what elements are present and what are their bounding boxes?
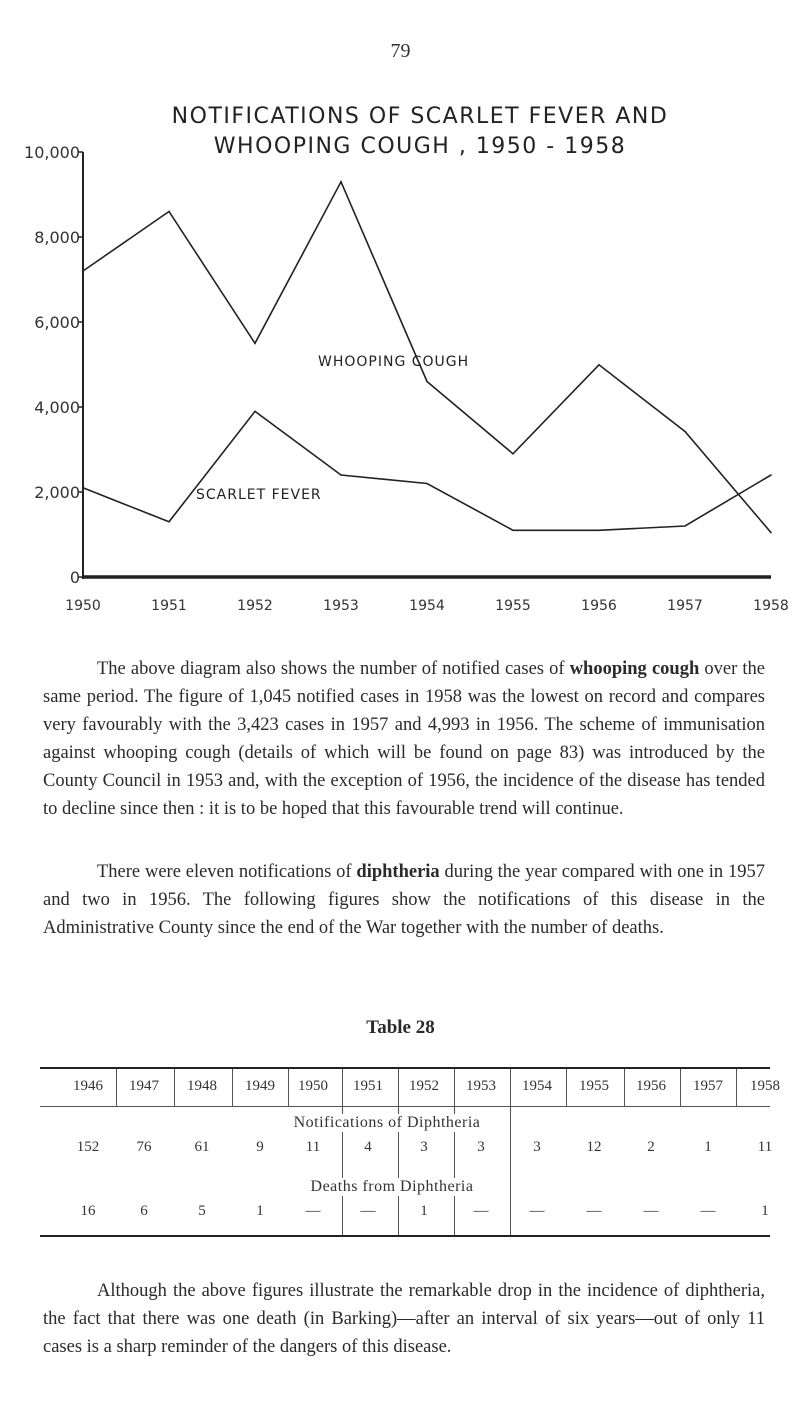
deaths-cell: — [700, 1203, 716, 1219]
notifications-cell: 1 [704, 1139, 712, 1155]
data-point [254, 410, 256, 412]
y-tick-label: 10,000 [24, 143, 80, 162]
notifications-cell: 152 [76, 1139, 100, 1155]
notifications-cell: 3 [533, 1139, 541, 1155]
data-point [770, 474, 772, 476]
notifications-cell: 11 [305, 1139, 321, 1155]
data-point [598, 364, 600, 366]
x-tick-label: 1958 [753, 598, 789, 614]
series-label-whooping-cough: WHOOPING COUGH [318, 354, 470, 370]
header-year: 1953 [466, 1078, 496, 1094]
y-tick-label: 6,000 [34, 313, 80, 332]
header-year: 1956 [636, 1078, 666, 1094]
header-year: 1958 [750, 1078, 780, 1094]
deaths-cell: — [305, 1203, 321, 1219]
data-point [598, 529, 600, 531]
para1-bold-term: whooping cough [569, 659, 700, 679]
data-point [426, 483, 428, 485]
deaths-cell: 6 [140, 1203, 148, 1219]
header-year: 1949 [245, 1078, 275, 1094]
deaths-cell: — [586, 1203, 602, 1219]
header-year: 1950 [298, 1078, 328, 1094]
x-tick-label: 1957 [667, 598, 703, 614]
series-label-scarlet-fever: SCARLET FEVER [196, 487, 322, 503]
data-point [512, 529, 514, 531]
x-tick-label: 1952 [237, 598, 273, 614]
table-bottom-rule [40, 1235, 770, 1237]
para1-text-a: The above diagram also shows the number of notified cases of [97, 659, 570, 679]
data-point [684, 525, 686, 527]
x-tick-label: 1956 [581, 598, 617, 614]
notifications-subhead: Notifications of Diphtheria [270, 1114, 504, 1132]
x-tick-label: 1955 [495, 598, 531, 614]
para2-text-b: during the year compared with one in 1957 and two in 1956. The following figures show the notifications of this disease in the Administrative County since the end of the War together with the number of deaths. [43, 862, 765, 938]
notifications-cell: 3 [477, 1139, 485, 1155]
y-tick-label: 8,000 [34, 228, 80, 247]
para2-bold-term: diphtheria [356, 862, 440, 882]
x-tick-label: 1950 [65, 598, 101, 614]
deaths-cell: — [529, 1203, 545, 1219]
y-tick-label: 2,000 [34, 483, 80, 502]
data-point [426, 381, 428, 383]
data-point [82, 487, 84, 489]
header-year: 1951 [353, 1078, 383, 1094]
deaths-cell: 5 [198, 1203, 206, 1219]
table-top-rule [40, 1067, 770, 1069]
data-point [512, 453, 514, 455]
header-year: 1952 [409, 1078, 439, 1094]
notifications-cell: 3 [420, 1139, 428, 1155]
notifications-cell: 9 [256, 1139, 264, 1155]
notifications-cell: 61 [194, 1139, 210, 1155]
page-number: 79 [390, 40, 411, 62]
data-point [340, 181, 342, 183]
x-tick-label: 1954 [409, 598, 445, 614]
deaths-cell: 1 [761, 1203, 769, 1219]
table-header-rule [40, 1106, 770, 1107]
deaths-subhead: Deaths from Diphtheria [290, 1178, 494, 1196]
header-year: 1948 [187, 1078, 217, 1094]
header-year: 1955 [579, 1078, 609, 1094]
deaths-cell: — [360, 1203, 376, 1219]
x-tick-label: 1951 [151, 598, 187, 614]
notifications-cell: 76 [136, 1139, 152, 1155]
line-chart [0, 0, 801, 640]
paragraph-conclusion: Although the above figures illustrate the remarkable drop in the incidence of diphtheria, the fact that there was one death (in Barking)—after an interval of six years—out of only 11 cases is a sharp reminder of the dangers of this disease. [43, 1281, 765, 1357]
y-tick-label: 4,000 [34, 398, 80, 417]
data-point [254, 342, 256, 344]
deaths-cell: — [643, 1203, 659, 1219]
notifications-cell: 11 [757, 1139, 773, 1155]
deaths-cell: 16 [80, 1203, 96, 1219]
header-year: 1946 [73, 1078, 103, 1094]
deaths-cell: 1 [420, 1203, 428, 1219]
data-point [340, 474, 342, 476]
header-year: 1954 [522, 1078, 552, 1094]
data-point [82, 270, 84, 272]
header-year: 1957 [693, 1078, 723, 1094]
notifications-cell: 2 [647, 1139, 655, 1155]
data-point [168, 521, 170, 523]
notifications-cell: 4 [364, 1139, 372, 1155]
deaths-cell: 1 [256, 1203, 264, 1219]
table-title: Table 28 [366, 1017, 435, 1038]
notifications-cell: 12 [586, 1139, 602, 1155]
para2-text-a: There were eleven notifications of [97, 862, 357, 882]
x-tick-label: 1953 [323, 598, 359, 614]
header-year: 1947 [129, 1078, 159, 1094]
paragraph-diphtheria [43, 858, 765, 942]
series-line-scarlet-fever [83, 411, 771, 530]
data-point [168, 211, 170, 213]
data-point [684, 431, 686, 433]
deaths-cell: — [473, 1203, 489, 1219]
paragraph-whooping-cough [43, 655, 765, 823]
para1-text-b: over the same period. The figure of 1,045 notified cases in 1958 was the lowest on record and compares very favourably with the 3,423 cases in 1957 and 4,993 in 1956. The scheme of immunisation against whooping cough (details of which will be found on page 83) was introduced by the County Council in 1953 and, with the exception of 1956, the incidence of the disease has tended to decline since then : it is to be hoped that this favourable trend will continue. [43, 659, 766, 819]
y-tick-label: 0 [69, 568, 80, 587]
chart-title-line-2: WHOOPING COUGH , 1950 - 1958 [213, 134, 627, 159]
chart-title-line-1: NOTIFICATIONS OF SCARLET FEVER AND [171, 104, 669, 129]
data-point [770, 532, 772, 534]
